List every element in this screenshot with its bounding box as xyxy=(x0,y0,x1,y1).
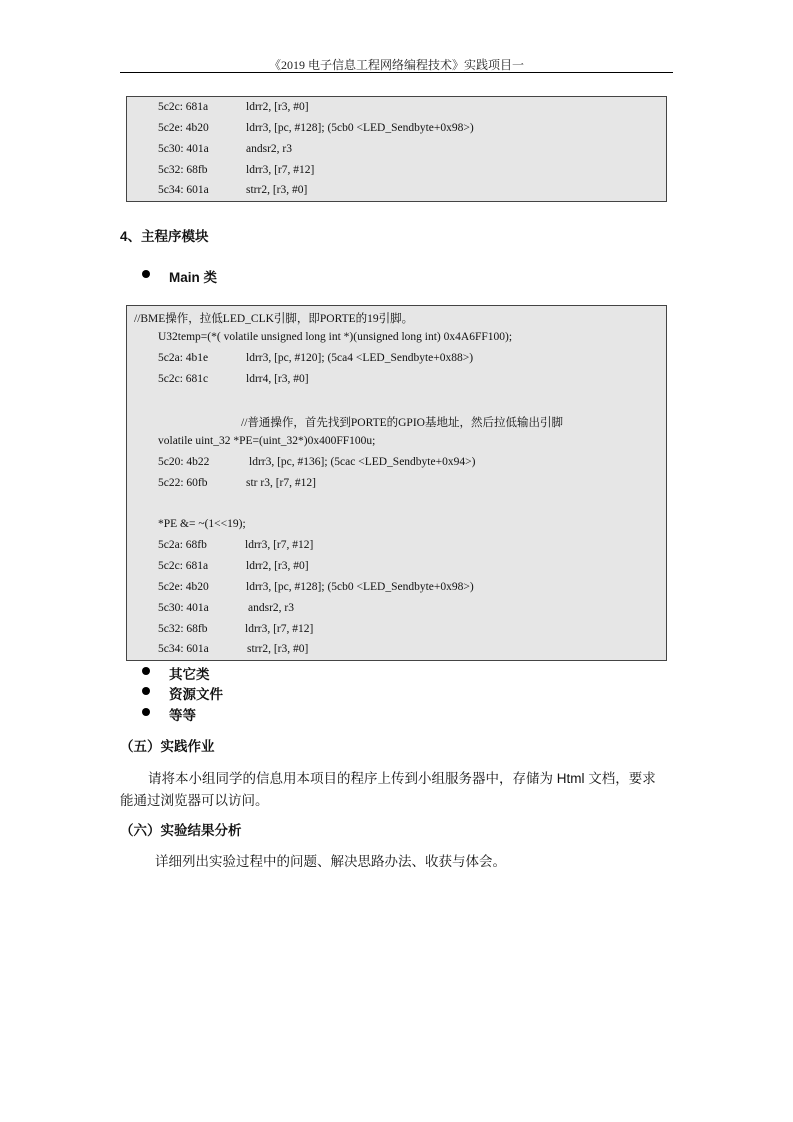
section-4-heading: 4、主程序模块 xyxy=(120,229,209,244)
bullet-main-label: Main 类 xyxy=(169,270,218,285)
section-5-heading: （五）实践作业 xyxy=(120,739,215,754)
section-5-para-line1: 请将本小组同学的信息用本项目的程序上传到小组服务器中，存储为 Html 文档，要求 xyxy=(148,771,656,786)
code-addr: 5c32: 68fb xyxy=(158,164,208,176)
code-instr: ldrr2, [r3, #0] xyxy=(246,560,309,572)
code-instr: andsr2, r3 xyxy=(246,143,292,155)
code-addr: 5c30: 401a xyxy=(158,143,209,155)
code-statement: volatile uint_32 *PE=(uint_32*)0x400FF100u; xyxy=(158,435,376,447)
code-addr: 5c2c: 681a xyxy=(158,560,209,572)
code-instr: ldrr4, [r3, #0] xyxy=(246,373,309,385)
section-5-para-line2: 能通过浏览器可以访问。 xyxy=(120,793,269,808)
bullet-dot-icon xyxy=(142,667,150,675)
code-addr: 5c2e: 4b20 xyxy=(158,581,209,593)
code-instr: ldrr3, [pc, #136]; (5cac <LED_Sendbyte+0x94>) xyxy=(249,456,476,468)
code-instr: ldrr3, [pc, #128]; (5cb0 <LED_Sendbyte+0x98>) xyxy=(246,122,474,134)
code-instr: ldrr3, [pc, #128]; (5cb0 <LED_Sendbyte+0x98>) xyxy=(246,581,474,593)
code-instr: strr2, [r3, #0] xyxy=(247,643,309,655)
code-instr: andsr2, r3 xyxy=(248,602,294,614)
code-instr: ldrr3, [r7, #12] xyxy=(245,623,314,635)
code-addr: 5c32: 68fb xyxy=(158,623,208,635)
header-rule xyxy=(120,72,673,73)
bullet-other-label: 其它类 xyxy=(169,667,210,682)
code-addr: 5c2a: 68fb xyxy=(158,539,207,551)
code-comment: //BME操作，拉低LED_CLK引脚，即PORTE的19引脚。 xyxy=(134,313,414,325)
section-6-para: 详细列出实验过程中的问题、解决思路办法、收获与体会。 xyxy=(155,854,506,869)
code-addr: 5c2e: 4b20 xyxy=(158,122,209,134)
code-comment: //普通操作，首先找到PORTE的GPIO基地址，然后拉低输出引脚 xyxy=(241,417,563,429)
bullet-other-label: 资源文件 xyxy=(169,687,223,702)
code-addr: 5c30: 401a xyxy=(158,602,209,614)
bullet-dot-icon xyxy=(142,687,150,695)
code-instr: ldrr3, [pc, #120]; (5ca4 <LED_Sendbyte+0x88>) xyxy=(246,352,474,364)
bullet-other-label: 等等 xyxy=(169,708,196,723)
code-addr: 5c20: 4b22 xyxy=(158,456,210,468)
code-block-1 xyxy=(126,96,667,202)
code-statement: *PE &= ~(1<<19); xyxy=(158,518,246,530)
code-instr: ldrr3, [r7, #12] xyxy=(246,164,315,176)
code-statement: U32temp=(*( volatile unsigned long int *)(unsigned long int) 0x4A6FF100); xyxy=(158,331,513,343)
code-addr: 5c34: 601a xyxy=(158,184,209,196)
bullet-dot-icon xyxy=(142,708,150,716)
code-addr: 5c22: 60fb xyxy=(158,477,208,489)
code-instr: str r3, [r7, #12] xyxy=(246,477,316,489)
code-instr: ldrr3, [r7, #12] xyxy=(245,539,314,551)
code-addr: 5c2a: 4b1e xyxy=(158,352,209,364)
page-header-title: 《2019 电子信息工程网络编程技术》实践项目一 xyxy=(268,58,524,72)
bullet-dot-icon xyxy=(142,270,150,278)
section-6-heading: （六）实验结果分析 xyxy=(120,823,242,838)
code-instr: strr2, [r3, #0] xyxy=(246,184,308,196)
code-instr: ldrr2, [r3, #0] xyxy=(246,101,309,113)
code-block-2 xyxy=(126,305,667,661)
code-addr: 5c2c: 681c xyxy=(158,373,209,385)
code-addr: 5c34: 601a xyxy=(158,643,209,655)
code-addr: 5c2c: 681a xyxy=(158,101,209,113)
